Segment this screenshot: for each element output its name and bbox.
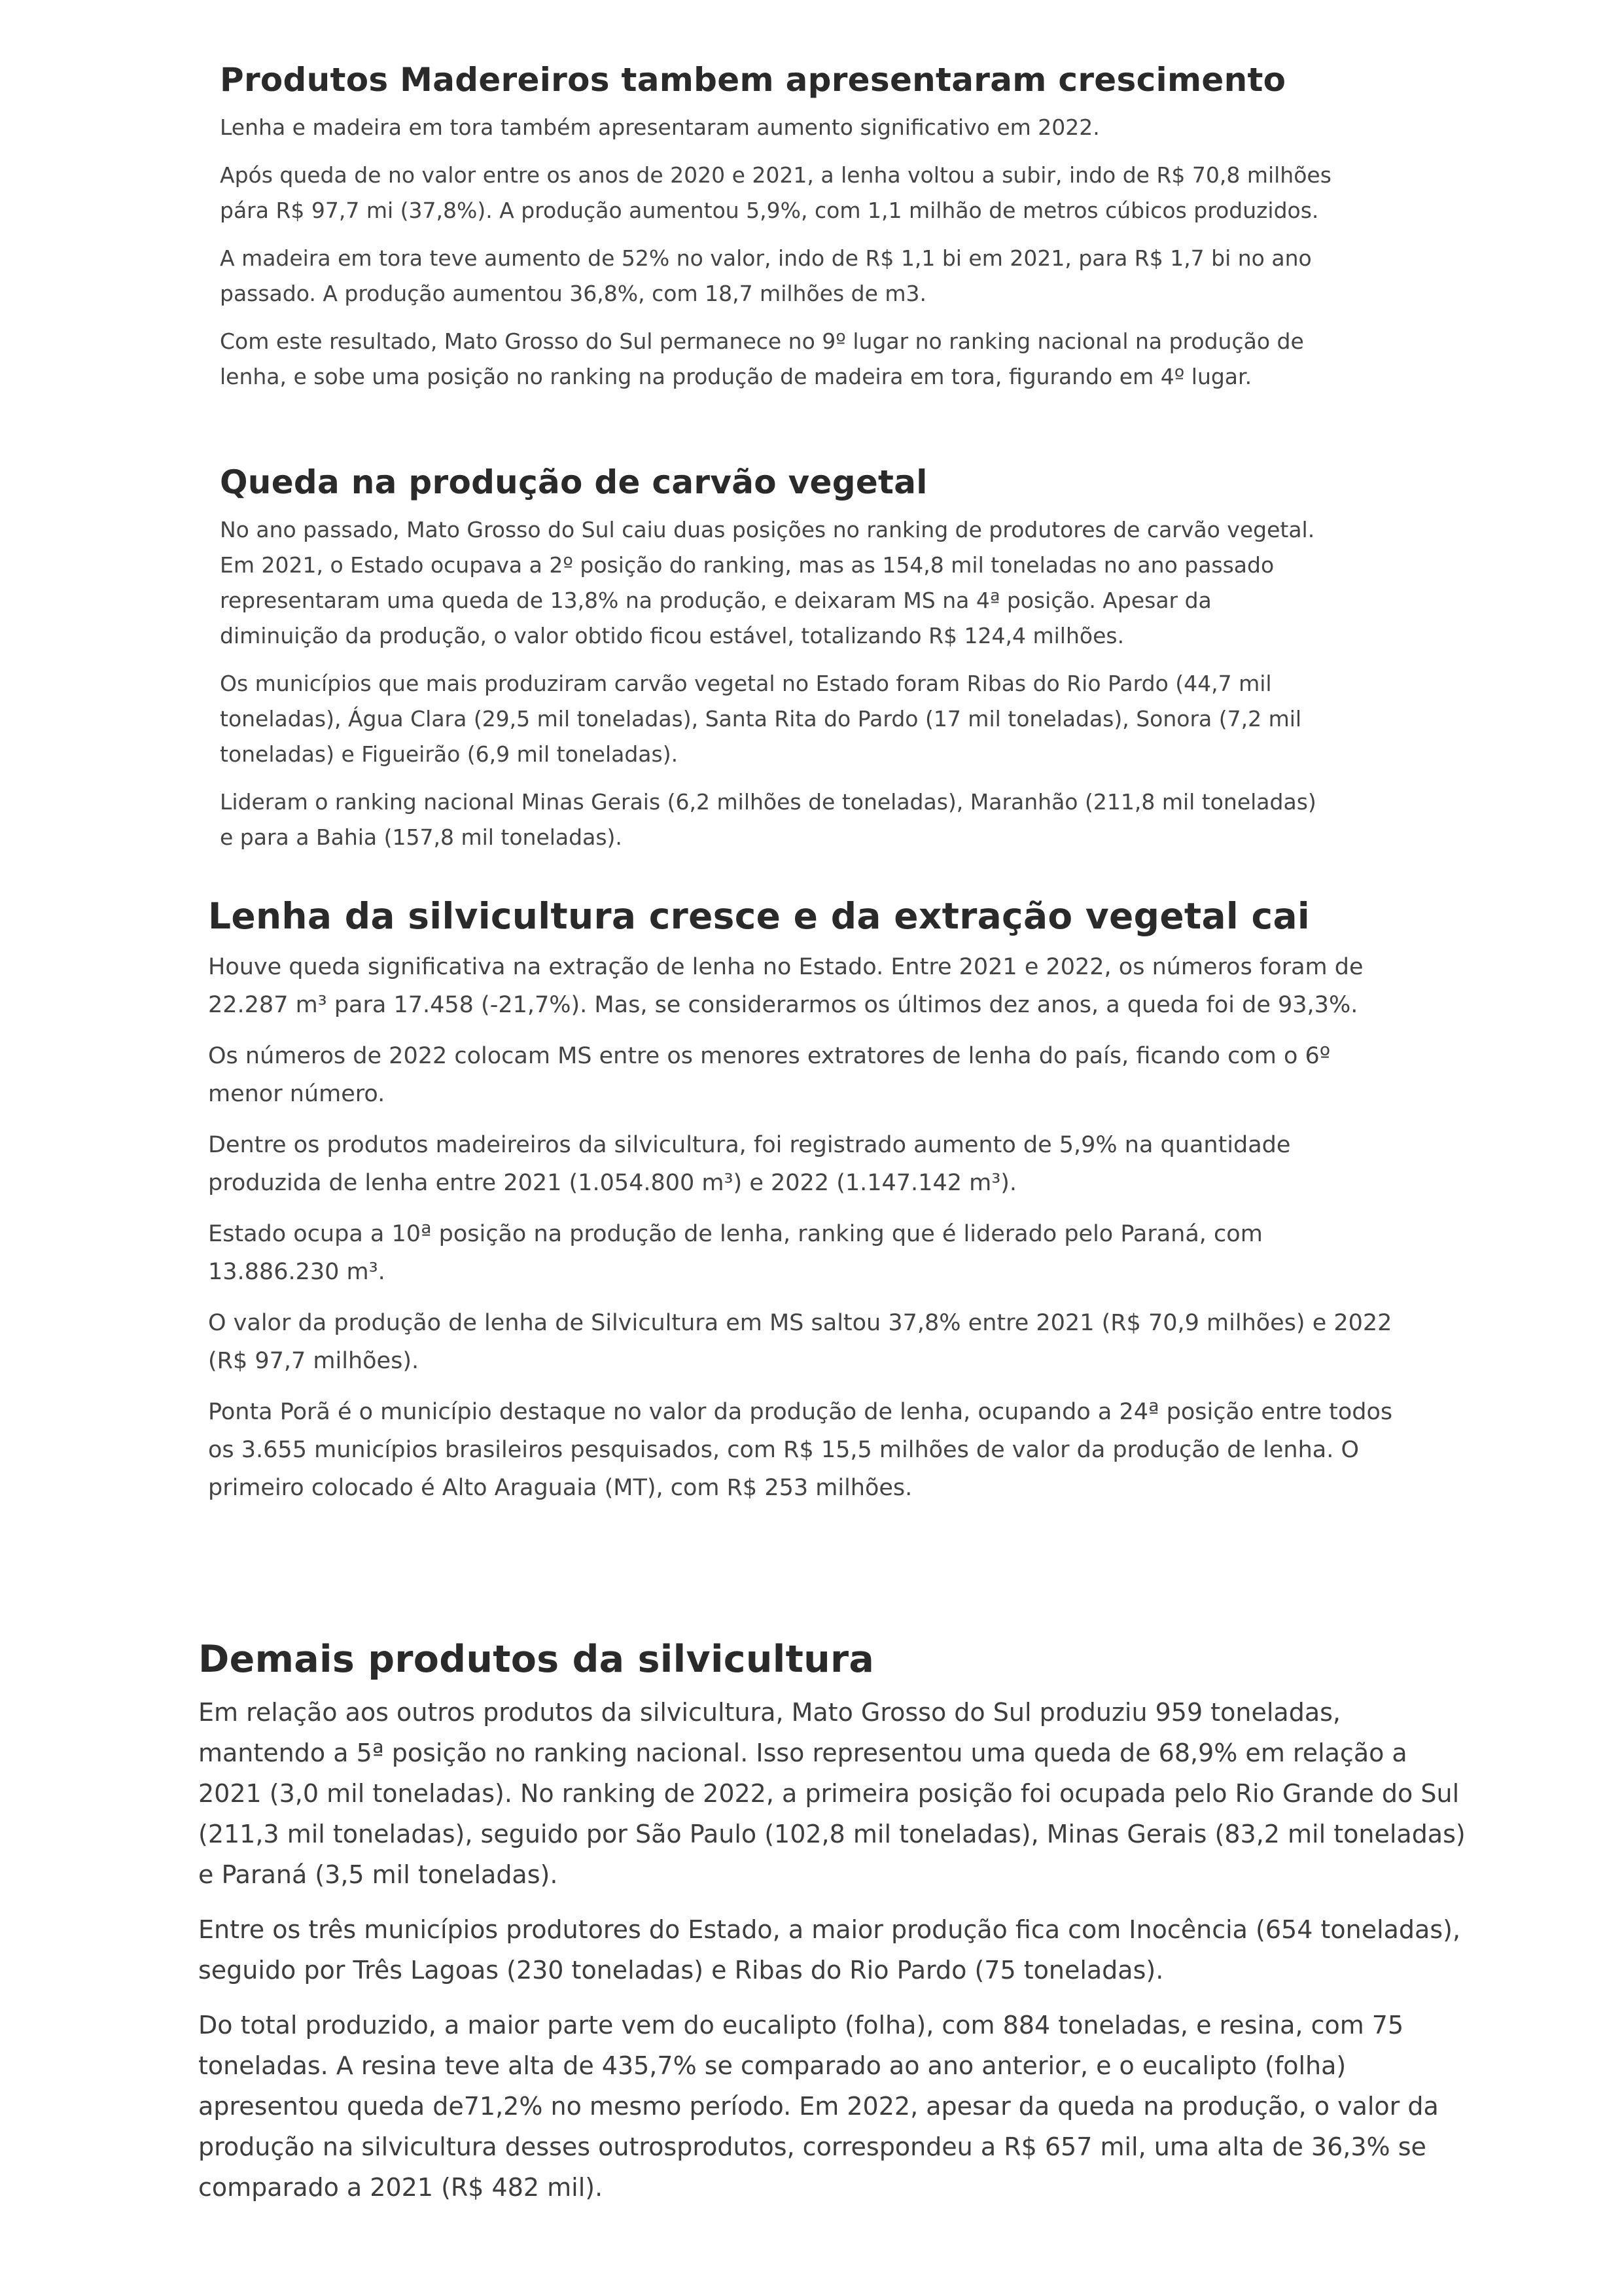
section-heading: Produtos Madereiros tambem apresentaram crescimento (220, 61, 1286, 99)
paragraph: A madeira em tora teve aumento de 52% no valor, indo de R$ 1,1 bi em 2021, para R$ 1,7 bi no ano passado. A produção aumentou 36,8%, com 18,7 milhões de m3. (220, 245, 1312, 306)
paragraph: Os municípios que mais produziram carvão vegetal no Estado foram Ribas do Rio Pardo (44,7 mil toneladas), Água Clara (29,5 mil toneladas), Santa Rita do Pardo (17 mil toneladas), Sonora (7,2 mil toneladas) e Figueirão (6,9 mil toneladas). (220, 671, 1302, 767)
paragraph: Após queda de no valor entre os anos de 2020 e 2021, a lenha voltou a subir, indo de R$ 70,8 milhões pára R$ 97,7 mi (37,8%). A produção aumentou 5,9%, com 1,1 milhão de metros cúbicos produzidos. (220, 162, 1331, 223)
paragraph: Estado ocupa a 10ª posição na produção de lenha, ranking que é liderado pelo Paraná, com 13.886.230 m³. (208, 1221, 1263, 1285)
paragraph: Lenha e madeira em tora também apresentaram aumento significativo em 2022. (220, 115, 1100, 140)
paragraph: No ano passado, Mato Grosso do Sul caiu duas posições no ranking de produtores de carvão vegetal. Em 2021, o Estado ocupava a 2º posição do ranking, mas as 154,8 mil toneladas no ano passado representaram uma queda de 13,8% na produção, e deixaram MS na 4ª posição. Apesar da diminuição da produção, o valor obtido ficou estável, totalizando R$ 124,4 milhões. (220, 517, 1315, 648)
section-heading: Queda na produção de carvão vegetal (220, 463, 928, 501)
paragraph: Dentre os produtos madeireiros da silvicultura, foi registrado aumento de 5,9% na quantidade produzida de lenha entre 2021 (1.054.800 m³) e 2022 (1.147.142 m³). (208, 1132, 1291, 1196)
paragraph: Entre os três municípios produtores do Estado, a maior produção fica com Inocência (654 toneladas), seguido por Três Lagoas (230 toneladas) e Ribas do Rio Pardo (75 toneladas). (198, 1915, 1461, 1985)
paragraph: Em relação aos outros produtos da silvicultura, Mato Grosso do Sul produziu 959 toneladas, mantendo a 5ª posição no ranking nacional. Isso representou uma queda de 68,9% em relação a 2021 (3,0 mil toneladas). No ranking de 2022, a primeira posição foi ocupada pelo Rio Grande do Sul (211,3 mil toneladas), seguido por São Paulo (102,8 mil toneladas), Minas Gerais (83,2 mil toneladas) e Paraná (3,5 mil toneladas). (198, 1698, 1466, 1889)
section-lenha-silvicultura (208, 893, 1399, 1520)
paragraph: Lideram o ranking nacional Minas Gerais (6,2 milhões de toneladas), Maranhão (211,8 mil toneladas) e para a Bahia (157,8 mil toneladas). (220, 789, 1316, 850)
section-produtos-madeireiros (220, 59, 1332, 407)
paragraph: Do total produzido, a maior parte vem do eucalipto (folha), com 884 toneladas, e resina, com 75 toneladas. A resina teve alta de 435,7% se comparado ao ano anterior, e o eucalipto (folha) apresentou queda de71,2% no mesmo período. Em 2022, apesar da queda na produção, o valor da produção na silvicultura desses outrosprodutos, correspondeu a R$ 657 mil, uma alta de 36,3% se comparado a 2021 (R$ 482 mil). (198, 2011, 1439, 2202)
paragraph: Com este resultado, Mato Grosso do Sul permanece no 9º lugar no ranking nacional na produção de lenha, e sobe uma posição no ranking na produção de madeira em tora, figurando em 4º lugar. (220, 328, 1304, 389)
section-carvao-vegetal (220, 461, 1332, 868)
paragraph: Os números de 2022 colocam MS entre os menores extratores de lenha do país, ficando com o 6º menor número. (208, 1043, 1331, 1107)
section-demais-produtos (198, 1636, 1468, 2222)
section-heading: Lenha da silvicultura cresce e da extração vegetal cai (208, 895, 1311, 937)
paragraph: Ponta Porã é o município destaque no valor da produção de lenha, ocupando a 24ª posição entre todos os 3.655 municípios brasileiros pesquisados, com R$ 15,5 milhões de valor da produção de lenha. O primeiro colocado é Alto Araguaia (MT), com R$ 253 milhões. (208, 1399, 1393, 1501)
section-heading: Demais produtos da silvicultura (198, 1638, 875, 1681)
paragraph: Houve queda significativa na extração de lenha no Estado. Entre 2021 e 2022, os números foram de 22.287 m³ para 17.458 (-21,7%). Mas, se considerarmos os últimos dez anos, a queda foi de 93,3%. (208, 954, 1364, 1018)
paragraph: O valor da produção de lenha de Silvicultura em MS saltou 37,8% entre 2021 (R$ 70,9 milhões) e 2022 (R$ 97,7 milhões). (208, 1310, 1392, 1374)
